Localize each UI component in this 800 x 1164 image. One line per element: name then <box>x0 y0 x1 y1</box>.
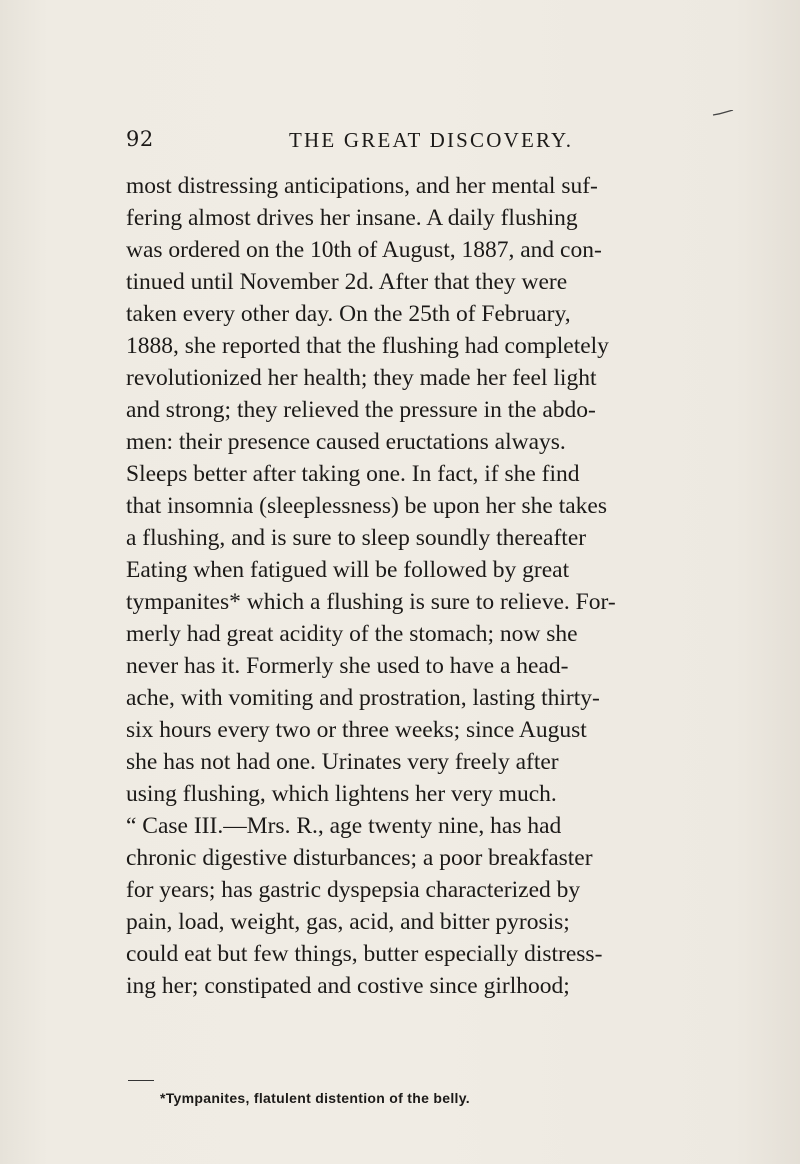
text-line: six hours every two or three weeks; since August <box>126 717 587 743</box>
text-line: revolutionized her health; they made her feel light <box>126 365 597 391</box>
text-line: that insomnia (sleeplessness) be upon her she takes <box>126 493 607 519</box>
text-line: using flushing, which lightens her very much. <box>126 781 557 807</box>
page-header <box>126 127 686 157</box>
text-line: tinued until November 2d. After that they were <box>126 269 568 295</box>
text-line: pain, load, weight, gas, acid, and bitter pyrosis; <box>126 909 570 935</box>
text-line: a flushing, and is sure to sleep soundly thereafter <box>126 525 587 551</box>
text-line: fering almost drives her insane. A daily flushing <box>126 205 578 231</box>
text-line: chronic digestive disturbances; a poor breakfaster <box>126 845 593 871</box>
running-head: THE GREAT DISCOVERY. <box>289 128 574 152</box>
text-line: merly had great acidity of the stomach; now she <box>126 621 578 647</box>
text-line: tympanites* which a flushing is sure to relieve. For- <box>126 589 616 615</box>
text-line: 1888, she reported that the flushing had completely <box>126 333 609 359</box>
text-line: Eating when fatigued will be followed by great <box>126 557 570 583</box>
text-line: was ordered on the 10th of August, 1887, and con- <box>126 237 602 263</box>
page-number: 92 <box>126 127 154 151</box>
text-line: for years; has gastric dyspepsia characterized by <box>126 877 581 903</box>
text-line: Sleeps better after taking one. In fact, if she find <box>126 461 580 487</box>
text-line: could eat but few things, butter especially distress- <box>126 941 603 967</box>
footnote-divider <box>128 1080 154 1081</box>
text-line: ache, with vomiting and prostration, lasting thirty- <box>126 685 600 711</box>
text-line: taken every other day. On the 25th of February, <box>126 301 571 327</box>
text-line: men: their presence caused eructations always. <box>126 429 566 455</box>
text-line: never has it. Formerly she used to have a head- <box>126 653 569 679</box>
text-line: she has not had one. Urinates very freely after <box>126 749 559 775</box>
footnote: *Tympanites, flatulent distention of the belly. <box>160 1090 470 1106</box>
text-line: ing her; constipated and costive since girlhood; <box>126 973 570 999</box>
text-line: “ Case III.—Mrs. R., age twenty nine, has had <box>126 813 562 839</box>
text-line: and strong; they relieved the pressure in the abdo- <box>126 397 596 423</box>
text-line: most distressing anticipations, and her mental suf- <box>126 173 598 199</box>
body-paragraph <box>126 170 696 1002</box>
print-mark-icon <box>712 110 734 116</box>
